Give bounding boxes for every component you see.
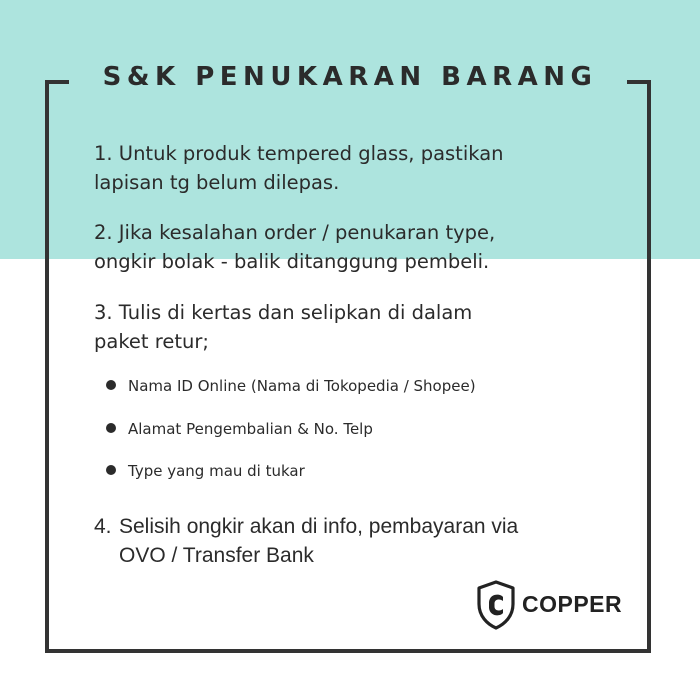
bullet-item [106, 459, 305, 483]
bullet-item-text: Alamat Pengembalian & No. Telp [128, 420, 373, 438]
term-item-3-line-2: paket retur; [94, 330, 209, 353]
term-item-4-number: 4. [94, 515, 112, 538]
term-item-2 [94, 218, 614, 276]
term-item-4 [94, 512, 624, 572]
term-item-4-text [119, 512, 518, 570]
bullet-item [106, 374, 476, 398]
bullet-item-text: Type yang mau di tukar [128, 462, 305, 480]
bullet-dot-icon [106, 380, 116, 390]
copper-logo [476, 580, 626, 630]
copper-shield-logo-icon [476, 580, 516, 630]
term-item-1 [94, 139, 614, 197]
term-item-3 [94, 298, 614, 356]
bullet-dot-icon [106, 465, 116, 475]
term-item-4-line-1: Selisih ongkir akan di info, pembayaran via [119, 515, 519, 538]
term-item-1-line-2: lapisan tg belum dilepas. [94, 171, 340, 194]
term-item-2-line-2: ongkir bolak - balik ditanggung pembeli. [94, 250, 490, 273]
term-item-1-line-1: 1. Untuk produk tempered glass, pastikan [94, 142, 504, 165]
brand-name: COPPER [522, 591, 623, 617]
term-item-2-line-1: 2. Jika kesalahan order / penukaran type, [94, 221, 496, 244]
bullet-item [106, 417, 373, 441]
term-item-3-line-1: 3. Tulis di kertas dan selipkan di dalam [94, 301, 473, 324]
page-title: S&K PENUKARAN BARANG [102, 62, 598, 92]
bullet-dot-icon [106, 423, 116, 433]
bullet-item-text: Nama ID Online (Nama di Tokopedia / Shopee) [128, 377, 476, 395]
term-item-4-line-2: OVO / Transfer Bank [119, 544, 314, 567]
